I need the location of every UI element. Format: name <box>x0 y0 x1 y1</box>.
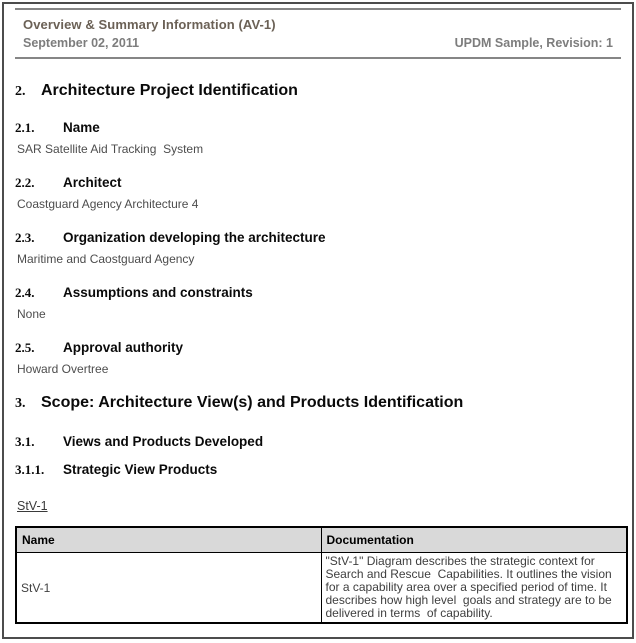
section-heading-3-1 <box>15 434 621 450</box>
section-body-assumptions: None <box>17 307 46 321</box>
section-title: Architecture Project Identification <box>41 82 298 99</box>
section-body-approval: Howard Overtree <box>17 362 109 376</box>
section-heading-2-5 <box>15 340 621 356</box>
section-number: 2. <box>15 84 26 99</box>
section-body-architect: Coastguard Agency Architecture 4 <box>17 197 199 211</box>
table-row <box>16 553 627 624</box>
section-number: 3.1. <box>15 434 35 449</box>
section-heading-2-3 <box>15 230 621 246</box>
section-title: Name <box>63 120 100 135</box>
section-body-name: SAR Satellite Aid Tracking System <box>17 142 204 156</box>
section-heading-3 <box>15 393 621 413</box>
report-header <box>15 8 621 59</box>
section-number: 2.2. <box>15 175 35 190</box>
section-title: Assumptions and constraints <box>63 285 253 300</box>
section-number: 2.4. <box>15 285 35 300</box>
section-title: Views and Products Developed <box>63 434 264 449</box>
section-heading-2 <box>15 81 621 101</box>
section-title: Scope: Architecture View(s) and Products Identification <box>41 394 464 411</box>
section-title: Strategic View Products <box>63 462 218 477</box>
section-heading-2-2 <box>15 175 621 191</box>
section-title: Architect <box>63 175 122 190</box>
products-table <box>15 526 628 624</box>
table-header-documentation: Documentation <box>321 527 627 553</box>
report-title: Overview & Summary Information (AV-1) <box>23 17 276 32</box>
table-header-row <box>16 527 627 553</box>
section-body-organization: Maritime and Caostguard Agency <box>17 252 195 266</box>
section-heading-3-1-1 <box>15 462 621 478</box>
section-number: 3.1.1. <box>15 462 45 477</box>
section-title: Approval authority <box>63 340 184 355</box>
section-number: 2.1. <box>15 120 35 135</box>
section-heading-2-4 <box>15 285 621 301</box>
report-revision: UPDM Sample, Revision: 1 <box>454 36 613 50</box>
cell-documentation: "StV-1" Diagram describes the strategic context for Search and Rescue Capabilities. It outlines the vision for a capability area over a specified period of time. It describes how high level goals and strategy are to be delivered in terms of capability. <box>321 553 627 624</box>
report-date: September 02, 2011 <box>23 36 140 50</box>
section-title: Organization developing the architecture <box>63 230 326 245</box>
cell-name: StV-1 <box>16 553 321 624</box>
table-header-name: Name <box>16 527 321 553</box>
report-page <box>2 2 634 639</box>
section-heading-2-1 <box>15 120 621 136</box>
section-number: 3. <box>15 396 26 411</box>
stv1-link[interactable]: StV-1 <box>17 499 48 513</box>
section-number: 2.3. <box>15 230 35 245</box>
section-number: 2.5. <box>15 340 35 355</box>
